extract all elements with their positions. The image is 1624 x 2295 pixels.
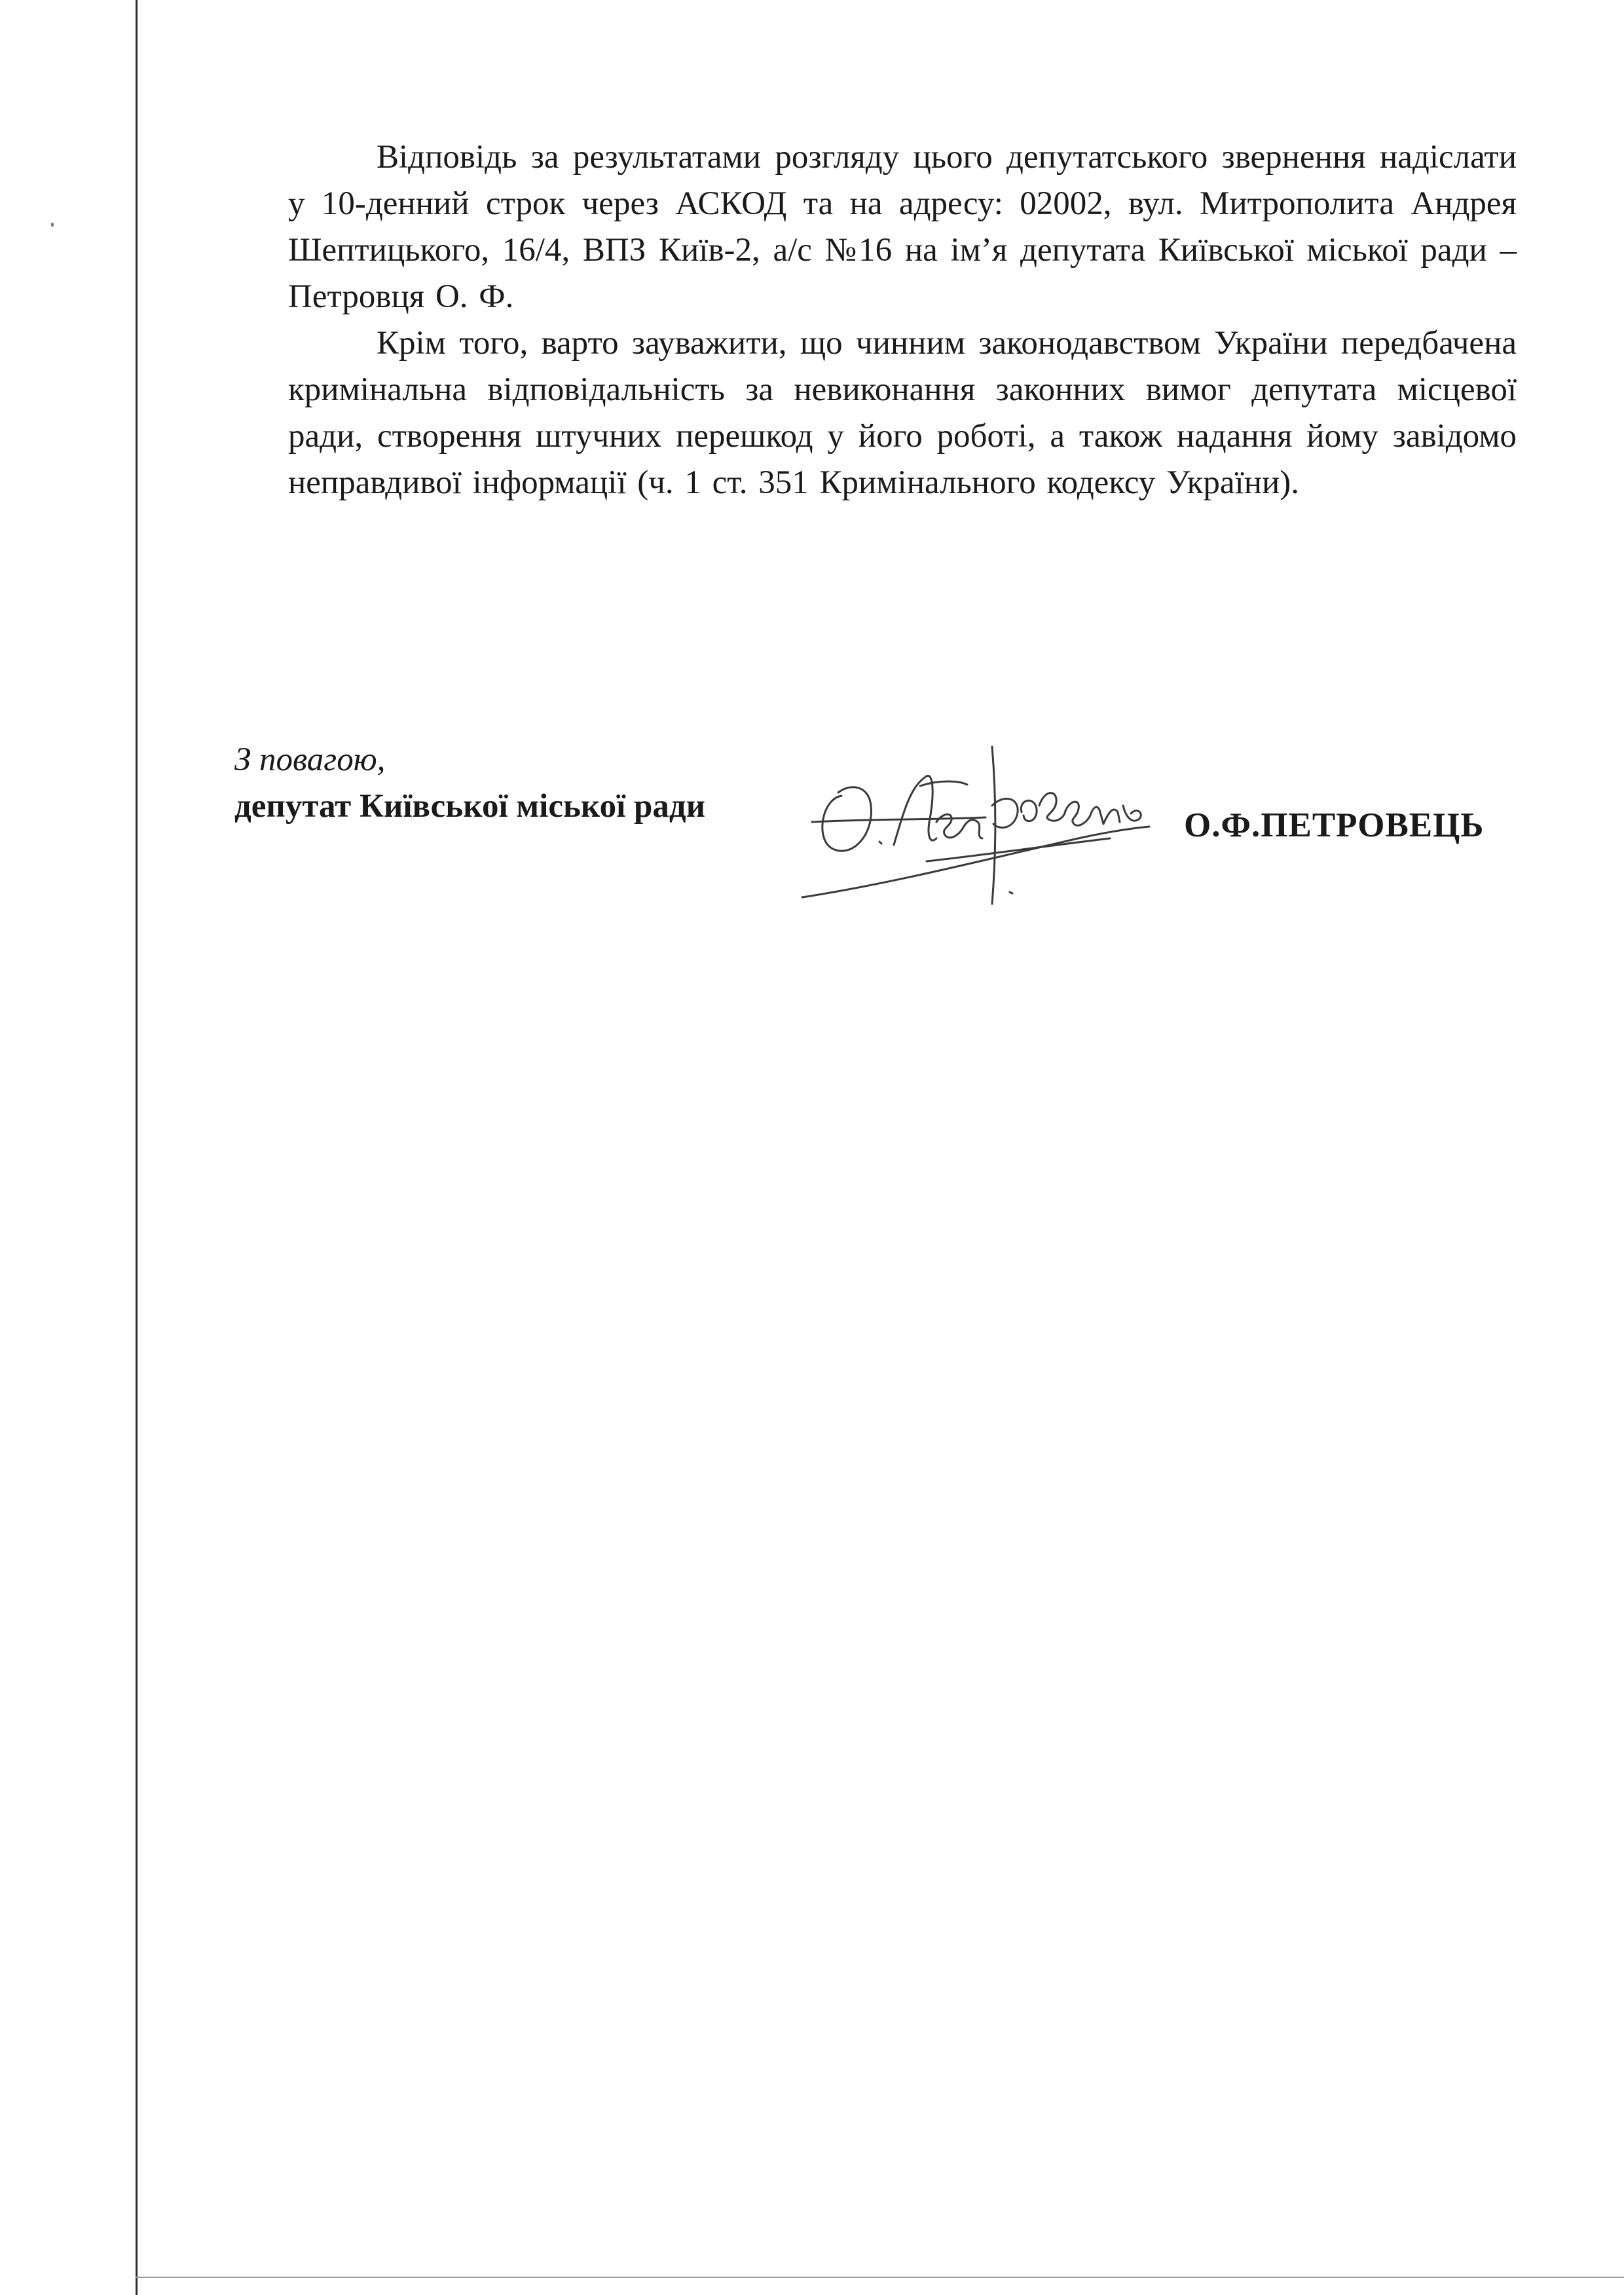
scan-edge-left — [136, 0, 138, 2295]
handwritten-signature — [796, 707, 1162, 924]
paragraph-response-request: Відповідь за результатами розгляду цього депутатського звернення надіслати у 10-денний строк через АСКОД та на адресу: 02002, вул. Митрополита Андрея Шептицького, 16/4, ВПЗ Київ-2, а/с №16 на ім’я депутата Київської міської ради – Петровця О. Ф. — [288, 139, 1517, 315]
letter-body — [288, 134, 1517, 506]
signer-name: О.Ф.ПЕТРОВЕЦЬ — [1184, 806, 1485, 844]
scan-speck — [51, 223, 54, 227]
closing-greeting: З повагою, — [234, 741, 386, 778]
paragraph-legal-notice: Крім того, варто зауважити, що чинним законодавством України передбачена кримінальна відповідальність за невиконання законних вимог депутата місцевої ради, створення штучних перешкод у його роботі, а також надання йому завідомо неправдивої інформації (ч. 1 ст. 351 Кримінального кодексу України). — [288, 325, 1517, 501]
signer-position: депутат Київської міської ради — [234, 788, 706, 825]
closing-block — [234, 737, 705, 830]
scan-edge-bottom — [136, 2277, 1624, 2278]
